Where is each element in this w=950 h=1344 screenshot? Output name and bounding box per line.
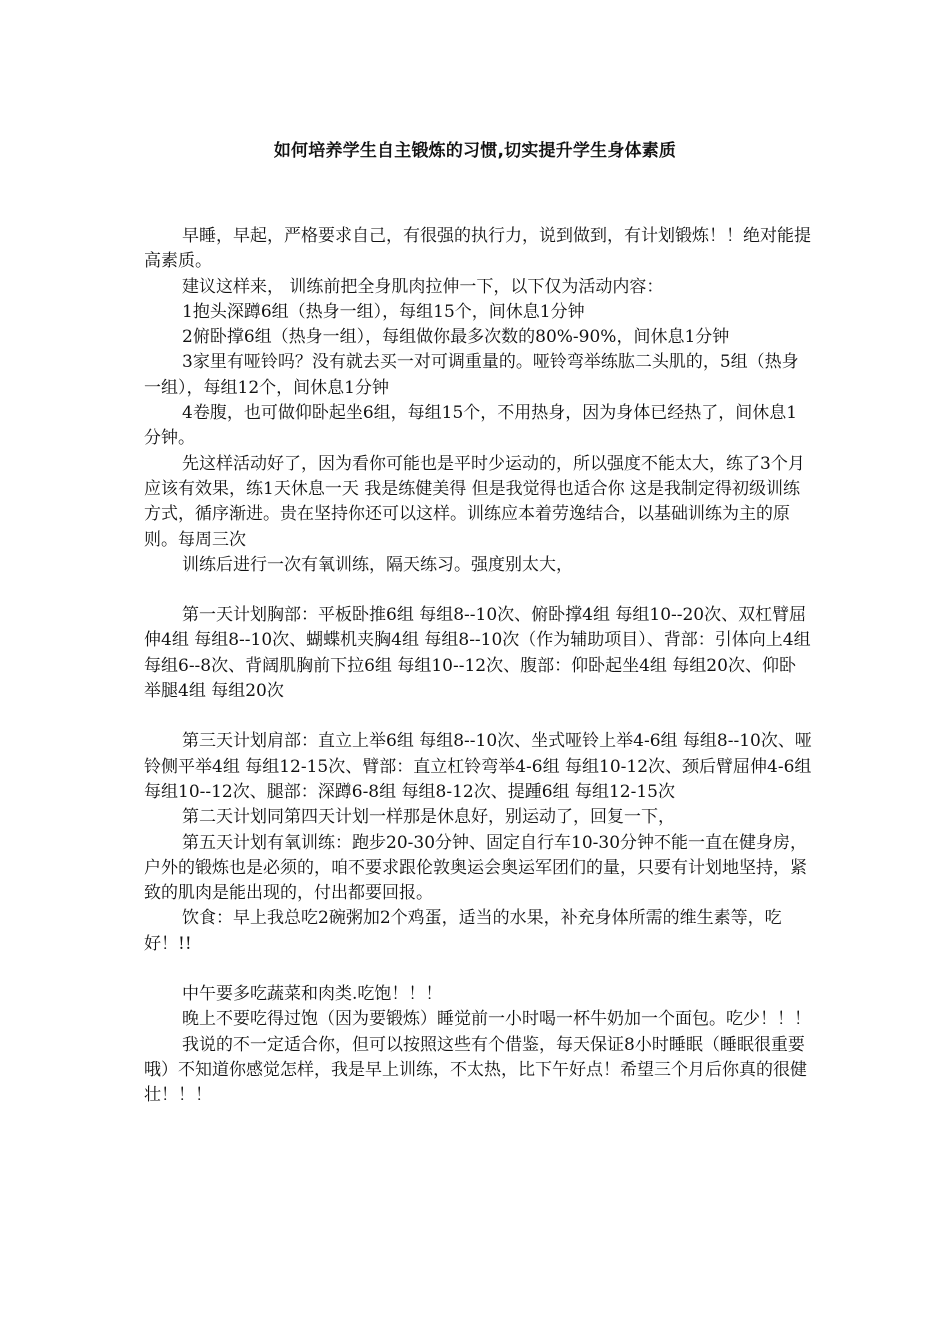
paragraph: 第二天计划同第四天计划一样那是休息好，别运动了，回复一下，	[182, 807, 675, 828]
paragraph: 建议这样来， 训练前把全身肌肉拉伸一下，以下仅为活动内容：	[182, 276, 664, 297]
paragraph-spacer	[144, 957, 812, 982]
paragraph: 3家里有哑铃吗？没有就去买一对可调重量的。哑铃弯举练肱二头肌的，5组（热身一组），每组12个，间休息1分钟	[144, 352, 799, 398]
paragraph: 第三天计划肩部：直立上举6组 每组8--10次、坐式哑铃上举4-6组 每组8--10次、哑铃侧平举4组 每组12-15次、臂部：直立杠铃弯举4-6组 每组10-12次、颈后臂屈伸4-6组 每组10--12次、腿部：深蹲6-8组 每组8-12次、提踵6组 每组12-15次	[144, 731, 812, 802]
document-body	[144, 224, 812, 1109]
paragraph: 4卷腹，也可做仰卧起坐6组，每组15个，不用热身，因为身体已经热了，间休息1分钟。	[144, 403, 798, 449]
paragraph: 1抱头深蹲6组（热身一组），每组15个，间休息1分钟	[182, 301, 585, 322]
paragraph-spacer	[144, 704, 812, 729]
paragraph: 中午要多吃蔬菜和肉类.吃饱！！！	[182, 984, 443, 1005]
document-title: 如何培养学生自主锻炼的习惯,切实提升学生身体素质	[273, 141, 677, 161]
paragraph: 饮食：早上我总吃2碗粥加2个鸡蛋，适当的水果，补充身体所需的维生素等，吃好！!!	[144, 908, 782, 954]
paragraph-spacer	[144, 578, 812, 603]
paragraph: 我说的不一定适合你，但可以按照这些有个借鉴，每天保证8小时睡眠（睡眠很重要哦）不知道你感觉怎样，我是早上训练，不太热，比下午好点！希望三个月后你真的很健壮！！！	[144, 1034, 807, 1106]
paragraph: 先这样活动好了，因为看你可能也是平时少运动的，所以强度不能太大，练了3个月应该有效果，练1天休息一天 我是练健美得 但是我觉得也适合你 这是我制定得初级训练方式，循序渐进。贵在坚持你还可以这样。训练应本着劳逸结合，以基础训练为主的原则。每周三次	[144, 453, 805, 550]
paragraph: 第一天计划胸部：平板卧推6组 每组8--10次、俯卧撑4组 每组10--20次、双杠臂屈伸4组 每组8--10次、蝴蝶机夹胸4组 每组8--10次（作为辅助项目）、背部：引体向上4组 每组6--8次、背阔肌胸前下拉6组 每组10--12次、腹部：仰卧起坐4组 每组20次、仰卧举腿4组 每组20次	[144, 605, 811, 702]
paragraph: 第五天计划有氧训练：跑步20-30分钟、固定自行车10-30分钟不能一直在健身房，户外的锻炼也是必须的，咱不要求跟伦敦奥运会奥运军团们的量，只要有计划地坚持，紧致的肌肉是能出现的，付出都要回报。	[144, 832, 808, 904]
paragraph: 训练后进行一次有氧训练，隔天练习。强度别太大，	[182, 554, 573, 575]
paragraph: 晚上不要吃得过饱（因为要锻炼）睡觉前一小时喝一杯牛奶加一个面包。吃少！！！	[182, 1009, 811, 1030]
paragraph: 2俯卧撑6组（热身一组），每组做你最多次数的80%-90%，间休息1分钟	[182, 327, 730, 348]
paragraph: 早睡，早起，严格要求自己，有很强的执行力，说到做到，有计划锻炼！！绝对能提高素质。	[144, 226, 811, 272]
